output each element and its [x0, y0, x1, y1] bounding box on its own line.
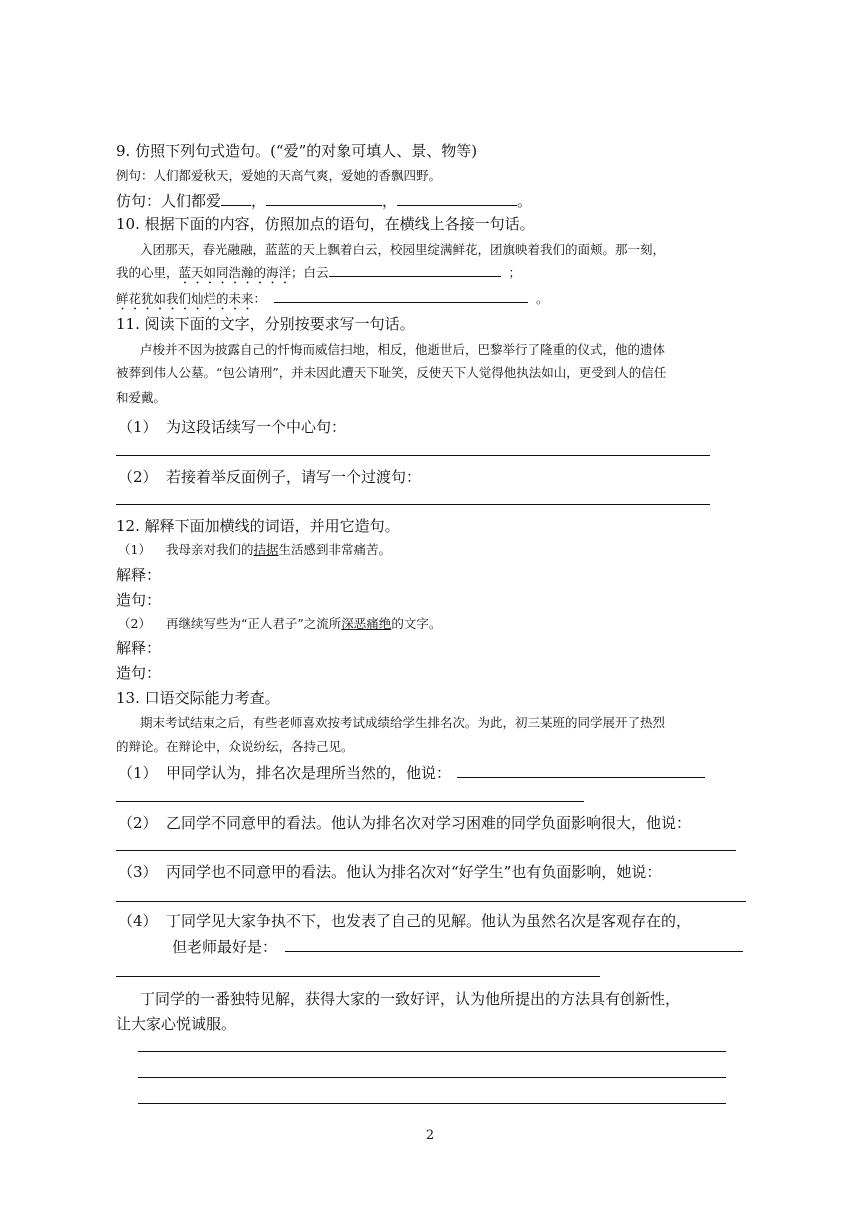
q12-explain-2: 解释： — [116, 639, 162, 657]
q12-item-2-text-a: 再继续写些为“正人君子”之流所 — [166, 616, 342, 631]
q10-para-2-text: 我的心里， — [116, 265, 179, 280]
q9-answer-line — [116, 190, 532, 211]
q11-title: 11. 阅读下面的文字，分别按要求写一句话。 — [116, 315, 415, 333]
writing-line-2[interactable] — [138, 1077, 726, 1078]
q11-item-2-text: 若接着举反面例子，请写一个过渡句： — [166, 468, 422, 486]
q11-answer-line-2[interactable] — [116, 504, 710, 505]
q10-para-3 — [116, 288, 549, 313]
q12-item-2-num: （2） — [118, 616, 151, 631]
q13-para-2: 的辩论。在辩论中，众说纷纭，各持己见。 — [116, 739, 354, 754]
q12-item-1-text-b: 生活感到非常痛苦。 — [278, 542, 392, 557]
q11-para-1: 卢梭并不因为披露自己的忏悔而威信扫地，相反，他逝世后，巴黎举行了隆重的仪式，他的遗体 — [140, 342, 666, 357]
q10-title: 10. 根据下面的内容，仿照加点的语句，在横线上各接一句话。 — [116, 215, 535, 233]
q13-answer-line-2[interactable] — [116, 850, 736, 851]
q13-answer-line-1[interactable] — [116, 801, 584, 802]
q13-title: 13. 口语交际能力考查。 — [116, 689, 280, 707]
q11-para-3: 和爱戴。 — [116, 390, 167, 405]
q12-underlined-word-1: 拮据 — [253, 542, 279, 557]
q13-blank-1[interactable] — [457, 763, 705, 778]
q10-para-3-end: 。 — [536, 291, 549, 306]
q11-item-1-text: 为这段话续写一个中心句： — [166, 418, 347, 436]
q13-item-2-text: 乙同学不同意甲的看法。他认为排名次对学习困难的同学负面影响很大，他说： — [166, 814, 692, 832]
q10-dotted-phrase-2: 鲜花犹如我们灿烂的未来 — [116, 291, 254, 306]
q12-item-1-num: （1） — [118, 542, 151, 557]
writing-line-3[interactable] — [138, 1103, 726, 1104]
q10-para-2 — [116, 262, 521, 287]
q12-title: 12. 解释下面加横线的词语，并用它造句。 — [116, 517, 400, 535]
q9-end: 。 — [517, 192, 533, 210]
q13-item-3 — [118, 861, 661, 882]
q12-item-2-text-b: 的文字。 — [391, 616, 442, 631]
q13-item-4 — [118, 910, 691, 931]
q13-answer-line-4[interactable] — [116, 976, 600, 977]
q12-underlined-word-2: 深恶痛绝 — [341, 616, 392, 631]
q9-blank-1[interactable] — [221, 191, 251, 206]
q13-item-2 — [118, 812, 691, 833]
q9-blank-2[interactable] — [266, 191, 382, 206]
q11-answer-line-1[interactable] — [116, 455, 710, 456]
q12-make-1: 造句： — [116, 591, 162, 609]
q11-para-2: 被葬到伟人公墓。“包公请刑”，并未因此遭天下耻笑，反使天下人觉得他执法如山，更受到人的信任 — [116, 365, 667, 380]
q9-sep-1: ， — [251, 192, 267, 210]
q9-blank-3[interactable] — [397, 191, 517, 206]
q9-example: 例句：人们都爱秋天，爱她的天高气爽，爱她的香飘四野。 — [116, 168, 442, 183]
q10-para-2-end: ； — [508, 265, 522, 280]
q10-blank-1[interactable] — [329, 262, 501, 277]
q11-item-2-num: （2） — [118, 468, 158, 486]
q13-item-3-num: （3） — [118, 863, 158, 881]
writing-line-1[interactable] — [138, 1051, 726, 1052]
q10-para-3-colon: ： — [253, 291, 267, 306]
q13-item-2-num: （2） — [118, 814, 158, 832]
q13-item-3-text: 丙同学也不同意甲的看法。他认为排名次对“好学生”也有负面影响，她说： — [166, 863, 662, 881]
page-number: 2 — [425, 1128, 435, 1143]
q13-answer-line-3[interactable] — [116, 901, 746, 902]
q13-item-1-text: 甲同学认为，排名次是理所当然的，他说： — [166, 764, 452, 782]
q13-para-1: 期末考试结束之后，有些老师喜欢按考试成绩给学生排名次。为此，初三某班的同学展开了热烈 — [140, 715, 666, 730]
q12-item-1 — [118, 540, 391, 558]
q13-blank-4[interactable] — [285, 937, 743, 952]
q11-item-1-num: （1） — [118, 418, 158, 436]
q10-blank-2[interactable] — [274, 288, 528, 303]
q13-item-1 — [118, 762, 705, 783]
q11-item-2 — [118, 466, 421, 487]
q13-item-4-text: 丁同学见大家争执不下，也发表了自己的见解。他认为虽然名次是客观存在的， — [166, 912, 692, 930]
q12-item-2 — [118, 614, 441, 632]
q10-para-2-text-b: ；白云 — [291, 265, 329, 280]
q10-dotted-phrase-1: 蓝天如同浩瀚的海洋 — [178, 265, 292, 280]
q13-item-4-text-2: 但老师最好是： — [172, 938, 278, 956]
q12-make-2: 造句： — [116, 664, 162, 682]
q13-item-1-num: （1） — [118, 764, 158, 782]
q10-para-1: 入团那天，春光融融，蓝蓝的天上飘着白云，校园里绽满鲜花，团旗映着我们的面颊。那一刻， — [140, 242, 666, 257]
q12-item-1-text-a: 我母亲对我们的 — [166, 542, 254, 557]
q9-title: 9. 仿照下列句式造句。(“爱”的对象可填人、景、物等) — [116, 142, 478, 160]
q13-closing-2: 让大家心悦诚服。 — [116, 1015, 237, 1033]
q11-item-1 — [118, 416, 346, 437]
q13-item-4-line-2 — [172, 936, 743, 957]
q12-explain-1: 解释： — [116, 566, 162, 584]
q9-prompt: 仿句：人们都爱 — [116, 192, 222, 210]
q9-sep-2: ， — [382, 192, 398, 210]
q13-closing-1: 丁同学的一番独特见解，获得大家的一致好评，认为他所提出的方法具有创新性， — [140, 990, 681, 1008]
q13-item-4-num: （4） — [118, 912, 158, 930]
